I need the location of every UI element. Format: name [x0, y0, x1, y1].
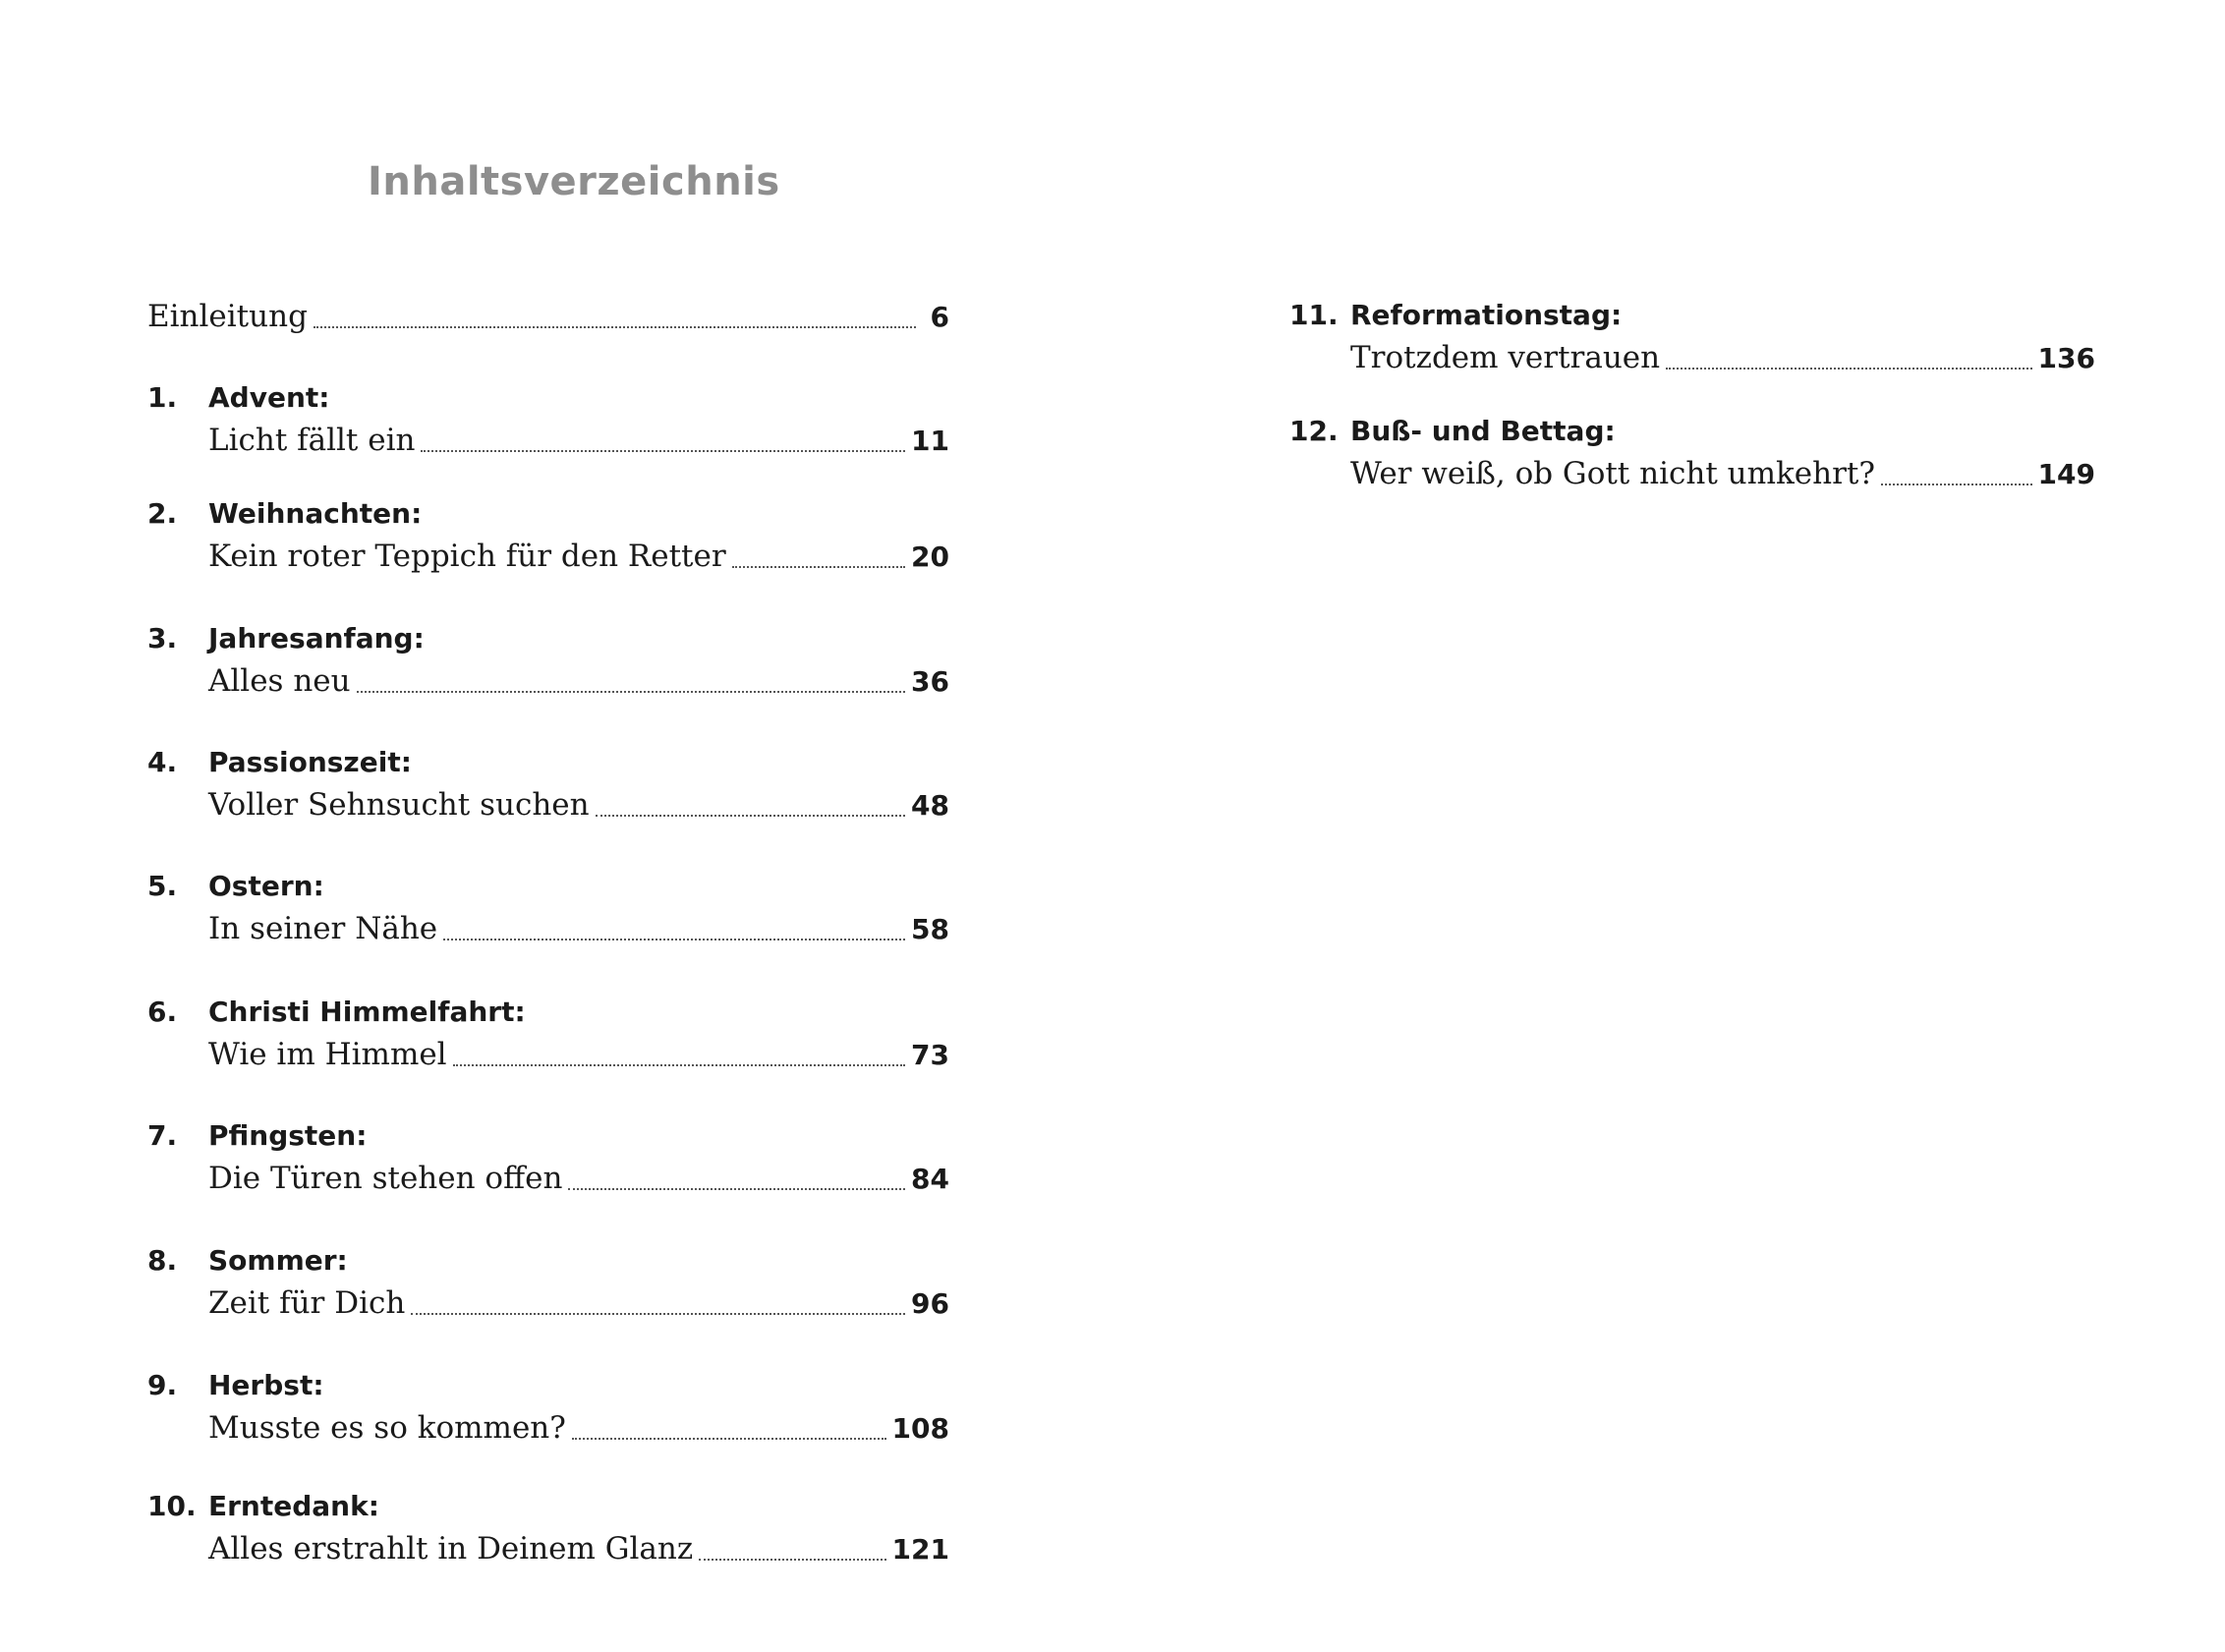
toc-entry-number: 10. [147, 1490, 197, 1522]
toc-page-number: 96 [911, 1287, 949, 1320]
toc-entry-heading: Herbst: [208, 1369, 324, 1401]
toc-subtitle-line [147, 1527, 949, 1570]
toc-subtitle-line [1289, 452, 2095, 495]
toc-entry-3[interactable] [147, 618, 949, 703]
toc-entry-5[interactable] [147, 866, 949, 950]
dot-leader [568, 1188, 905, 1190]
toc-subtitle-line [147, 1406, 949, 1450]
toc-entry-12[interactable] [1289, 411, 2095, 495]
page-title: Inhaltsverzeichnis [368, 159, 780, 204]
toc-entry-8[interactable] [147, 1240, 949, 1325]
toc-page-number: 149 [2037, 458, 2095, 490]
toc-entry-subtitle: In seiner Nähe [208, 911, 438, 946]
toc-heading-line [1289, 295, 2095, 336]
toc-subtitle-line [147, 419, 949, 462]
toc-page-number: 58 [911, 913, 949, 945]
dot-leader [443, 939, 905, 940]
toc-entry-heading: Erntedank: [208, 1490, 379, 1522]
toc-entry-11[interactable] [1289, 295, 2095, 379]
toc-entry-heading: Buß- und Bettag: [1350, 415, 1616, 447]
toc-entry-2[interactable] [147, 493, 949, 578]
toc-entry-heading: Pfingsten: [208, 1119, 368, 1152]
dot-leader [411, 1313, 905, 1315]
toc-entry-6[interactable] [147, 992, 949, 1076]
toc-entry-number: 2. [147, 497, 178, 530]
toc-entry-subtitle: Musste es so kommen? [208, 1410, 566, 1446]
toc-page-number: 6 [930, 301, 949, 333]
dot-leader [1666, 368, 2031, 370]
dot-leader [732, 566, 905, 568]
toc-heading-line [147, 1365, 949, 1406]
toc-page-number: 73 [911, 1039, 949, 1071]
toc-entry-subtitle: Wer weiß, ob Gott nicht umkehrt? [1350, 456, 1875, 491]
toc-entry-subtitle: Alles erstrahlt in Deinem Glanz [208, 1531, 694, 1567]
toc-entry-subtitle: Licht fällt ein [208, 423, 416, 458]
dot-leader [596, 815, 905, 817]
toc-heading-line [1289, 411, 2095, 452]
toc-entry-number: 8. [147, 1244, 178, 1277]
toc-heading-line [147, 1115, 949, 1157]
dot-leader [357, 691, 905, 693]
toc-page-number: 84 [911, 1163, 949, 1195]
toc-entry-subtitle: Zeit für Dich [208, 1285, 406, 1321]
toc-entry-number: 7. [147, 1119, 178, 1152]
toc-entry-heading: Advent: [208, 381, 330, 414]
toc-entry-number: 3. [147, 622, 178, 655]
toc-subtitle-line [1289, 336, 2095, 379]
toc-entry-subtitle: Wie im Himmel [208, 1037, 447, 1072]
toc-entry-subtitle: Trotzdem vertrauen [1350, 340, 1661, 375]
toc-entry-number: 11. [1289, 299, 1339, 331]
toc-subtitle-line [147, 1157, 949, 1200]
toc-heading-line [147, 1240, 949, 1282]
toc-heading-line [147, 742, 949, 783]
toc-entry-9[interactable] [147, 1365, 949, 1450]
toc-entry-title: Einleitung [147, 299, 308, 334]
toc-entry-10[interactable] [147, 1486, 949, 1570]
toc-entry-7[interactable] [147, 1115, 949, 1200]
toc-entry-heading: Jahresanfang: [208, 622, 425, 655]
toc-heading-line [147, 1486, 949, 1527]
toc-page-number: 36 [911, 665, 949, 698]
toc-entry-subtitle: Voller Sehnsucht suchen [208, 787, 590, 823]
toc-entry-number: 4. [147, 746, 178, 778]
toc-entry-number: 12. [1289, 415, 1339, 447]
dot-leader [1881, 484, 2032, 485]
toc-entry-heading: Christi Himmelfahrt: [208, 996, 526, 1028]
toc-subtitle-line [147, 1033, 949, 1076]
toc-entry-heading: Ostern: [208, 870, 324, 902]
toc-subtitle-line [147, 295, 949, 338]
toc-page-number: 136 [2037, 342, 2095, 374]
toc-entry-number: 5. [147, 870, 178, 902]
toc-entry-subtitle: Kein roter Teppich für den Retter [208, 539, 726, 574]
toc-page-number: 121 [891, 1533, 949, 1566]
toc-subtitle-line [147, 659, 949, 703]
toc-page-number: 11 [911, 425, 949, 457]
toc-entry-intro[interactable] [147, 295, 949, 338]
toc-page-number: 48 [911, 789, 949, 822]
toc-subtitle-line [147, 535, 949, 578]
dot-leader [572, 1438, 886, 1440]
toc-page-number: 108 [891, 1412, 949, 1445]
toc-entry-heading: Weihnachten: [208, 497, 423, 530]
toc-heading-line [147, 377, 949, 419]
toc-entry-heading: Sommer: [208, 1244, 348, 1277]
dot-leader [314, 326, 916, 328]
toc-subtitle-line [147, 1282, 949, 1325]
toc-entry-subtitle: Die Türen stehen offen [208, 1161, 563, 1196]
dot-leader [699, 1559, 885, 1561]
toc-entry-heading: Passionszeit: [208, 746, 412, 778]
toc-heading-line [147, 493, 949, 535]
dot-leader [421, 450, 905, 452]
toc-entry-heading: Reformationstag: [1350, 299, 1623, 331]
toc-entry-1[interactable] [147, 377, 949, 462]
toc-entry-number: 6. [147, 996, 178, 1028]
toc-entry-number: 1. [147, 381, 178, 414]
toc-subtitle-line [147, 783, 949, 826]
toc-subtitle-line [147, 907, 949, 950]
dot-leader [453, 1064, 905, 1066]
toc-entry-number: 9. [147, 1369, 178, 1401]
toc-entry-4[interactable] [147, 742, 949, 826]
toc-page-number: 20 [911, 541, 949, 573]
toc-heading-line [147, 992, 949, 1033]
toc-entry-subtitle: Alles neu [208, 663, 351, 699]
toc-heading-line [147, 618, 949, 659]
toc-heading-line [147, 866, 949, 907]
